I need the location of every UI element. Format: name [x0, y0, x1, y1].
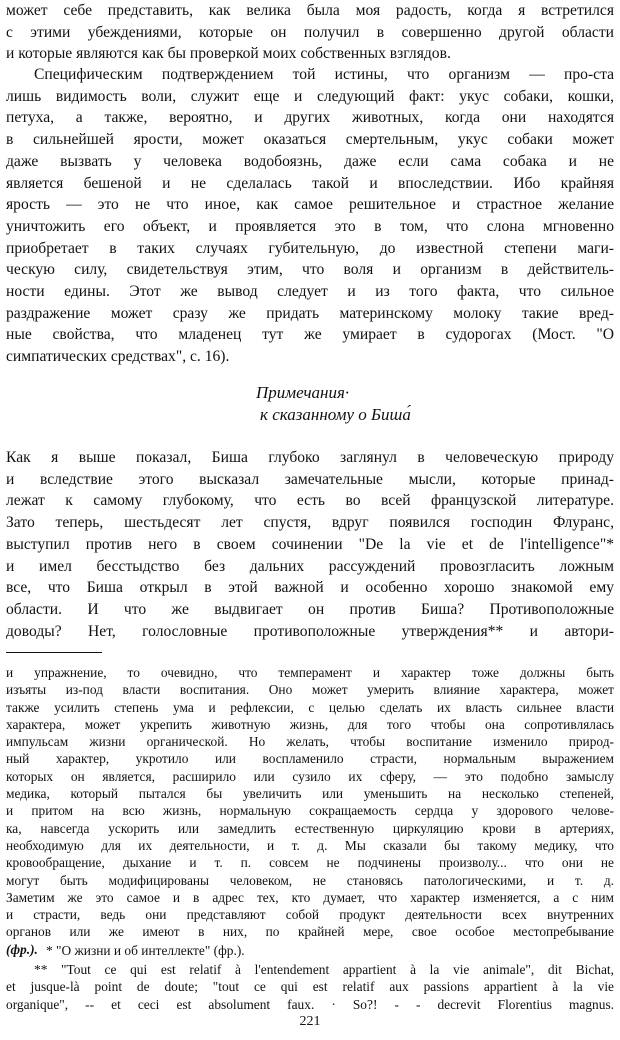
- footnote-line: изъяты из-под власти воспитания. Оно может умерить влияние характера, может: [6, 682, 614, 698]
- paragraph-continuation: [6, 0, 614, 65]
- footnote-continuation: [6, 664, 614, 958]
- footnote-line: могут быть модифицированы человеком, не становясь патологическими, и т. д.: [6, 872, 614, 888]
- footnote-line: ный характер, укротило или воспламенило страсти, нормальным выражением: [6, 751, 614, 767]
- footnote-line: и упражнение, то очевидно, что темперамент и характер тоже должны быть: [6, 665, 614, 680]
- footnote-line: et jusque-là point de doute; "tout ce qui est relatif aux passions appartient à la vie: [6, 979, 614, 995]
- text-line: является бешеной и не сделалась такой и впоследствии. Ибо крайняя: [6, 174, 614, 192]
- footnote-line: кровообращение, дыхание и т. п. совсем не подчинены произволу... что они не: [6, 855, 614, 871]
- footnote-line: медика, который пытался бы увеличить или уменьшить на несколько степеней,: [6, 786, 614, 802]
- footnote-line: необходимую для их деятельности, и т. д. Мы сказали бы такому медику, что: [6, 837, 614, 853]
- footnote-line: organique", -- et ceci est absolument faux. · So?! - - decrevit Florentius magnus.: [6, 996, 614, 1012]
- text-line: раздражение может сразу же придать материнскому молоку такие вред-: [6, 304, 614, 322]
- text-line: Зато теперь, шестьдесят лет спустя, вдруг появился господин Флуранс,: [6, 514, 614, 532]
- footnote-divider: [6, 652, 102, 653]
- text-line: области. И что же выдвигает он против Биша? Противоположные: [6, 600, 614, 618]
- footnote-line: (фр.).: [6, 941, 38, 957]
- paragraph-bichat: [6, 447, 614, 642]
- text-line: выступил против него в своем сочинении "De la vie et de l'intelligence"*: [6, 535, 614, 553]
- footnote-1: [6, 942, 614, 959]
- text-line: может себе представить, как велика была моя радость, когда я встретился: [6, 2, 614, 19]
- footnote-line: Заметим же это самое и в адрес тех, кто думает, что характер изменяется, а с ним: [6, 889, 614, 905]
- text-line: и вследствие этого высказал замечательные мысли, которые принад-: [6, 470, 614, 488]
- text-line: в сильнейшей ярости, может оказаться смертельным, укус собаки может: [6, 131, 614, 149]
- section-heading: [0, 382, 620, 426]
- text-line: ные свойства, что младенец тут же умирает в судорогах (Мост. "О: [6, 326, 614, 344]
- text-line: ярость — это не что иное, как самое решительное и страстное желание: [6, 196, 614, 214]
- text-line: и которые являются как бы проверкой моих собственных взглядов.: [6, 45, 451, 63]
- text-line: и имел бесстыдство без дальних рассуждений провозгласить ложным: [6, 557, 614, 575]
- footnote-line: ка, навсегда ускорить или замедлить естественную циркуляцию крови в артериях,: [6, 820, 614, 836]
- footnote-line: характера, может укрепить животную жизнь, для того чтобы она сопротивлялась: [6, 716, 614, 732]
- footnote-line: * "О жизни и об интеллекте" (фр.).: [46, 943, 245, 958]
- footnote-2: [6, 961, 614, 1013]
- text-line: петуха, а также, вероятно, и других животных, когда они находятся: [6, 109, 614, 127]
- text-line: ческую силу, свидетельствуя этим, что воля и организм в действитель-: [6, 261, 614, 279]
- page-number: 221: [299, 1014, 321, 1029]
- footnote-line: которых он является, расширило или сузило их сферу, — это подобно замыслу: [6, 768, 614, 784]
- footnote-line: и притом на всю жизнь, нормальную сокращаемость сердца у здорового челове-: [6, 803, 614, 819]
- footnote-line: также усилить степень ума и рефлексии, с целью сделать их власть сильнее власти: [6, 699, 614, 715]
- footnote-line: органов или же имеют в них, по крайней мере, свое особое местопребывание: [6, 924, 614, 940]
- text-line: ности едины. Этот же вывод следует и из того факта, что сильное: [6, 283, 614, 301]
- heading-line: к сказанному о Биша́: [260, 405, 411, 424]
- text-line: лишь видимость воли, служит еще и следующий факт: укус собаки, кошки,: [6, 87, 614, 105]
- text-line: уничтожить его объект, и проявляется это в том, что слона мгновенно: [6, 217, 614, 235]
- text-line: даже вызвать у человека водобоязнь, даже если сама собака и не: [6, 152, 614, 170]
- paragraph-specific-confirmation: [6, 64, 614, 368]
- text-line: Как я выше показал, Биша глубоко заглянул в человеческую природу: [6, 449, 614, 466]
- text-line: симпатических средствах", с. 16).: [6, 348, 230, 366]
- footnote-line: и страсти, ведь они представляют собой продукт деятельности всех внутренних: [6, 907, 614, 923]
- heading-line: Примечания·: [256, 383, 350, 402]
- footnote-line: импульсам жизни органической. Но желать, чтобы воспитание изменило природ-: [6, 734, 614, 750]
- text-line: приобретает в таких случаях губительную, до известной степени маги-: [6, 239, 614, 257]
- text-line: с этими убеждениями, которые он получил в совершенно другой области: [6, 23, 614, 41]
- text-line: доводы? Нет, голословные противоположные утверждения** и автори-: [6, 622, 614, 640]
- text-line: Специфическим подтверждением той истины, что организм — про-ста: [34, 66, 614, 83]
- footnote-line: ** "Tout ce qui est relatif à l'entendement appartient à la vie animale", dit Bichat,: [34, 962, 614, 977]
- text-line: все, что Биша открыл в этой важной и особенно хорошо знакомой ему: [6, 579, 614, 597]
- text-line: лежат к самому глубокому, что есть во всей французской литературе.: [6, 492, 614, 510]
